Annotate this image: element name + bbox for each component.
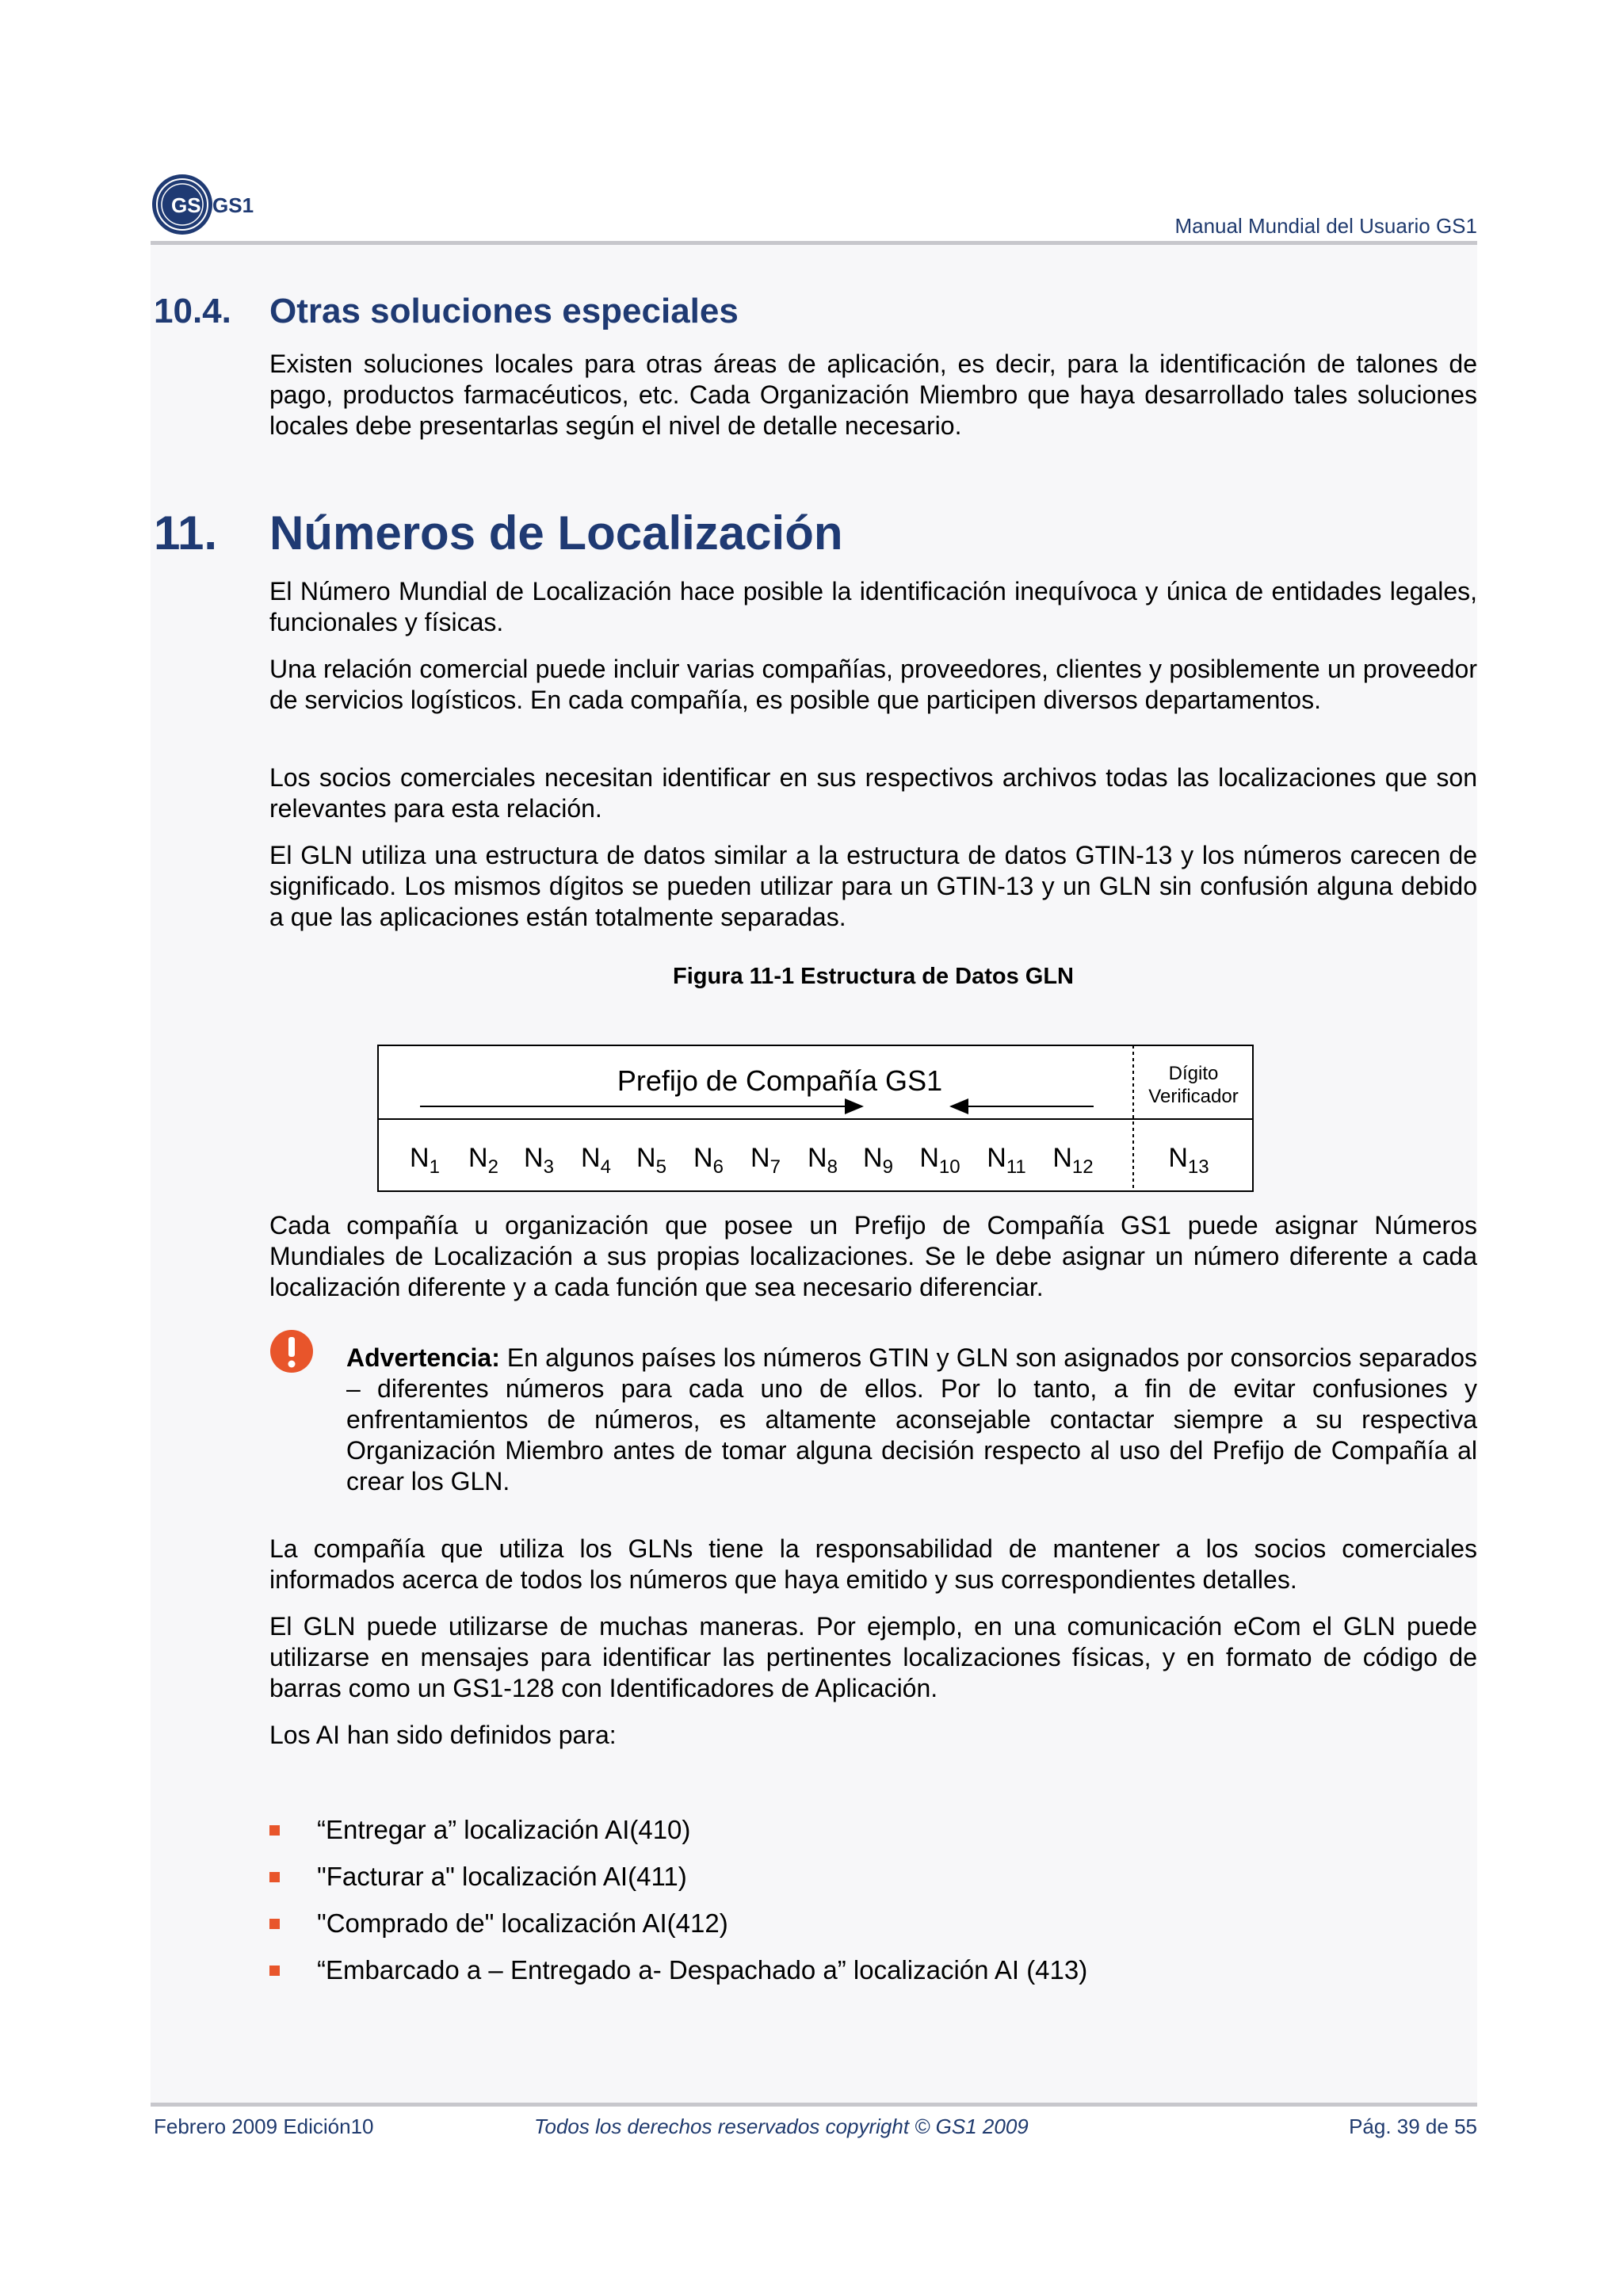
paragraph: Una relación comercial puede incluir varias compañías, proveedores, clientes y posiblemente un proveedor de servicios logísticos. En cada compañía, es posible que participen diversos departamentos.	[269, 655, 1477, 714]
footer-copyright: Todos los derechos reservados copyright © GS1 2009	[534, 2115, 1029, 2138]
footer-divider	[151, 2103, 1477, 2107]
digit-label: $N_5$	[636, 1143, 666, 1178]
check-label-line2: Verificador	[1148, 1086, 1239, 1107]
digit-label: $N_{11}$	[987, 1143, 1026, 1178]
paragraph: Cada compañía u organización que posee un Prefijo de Compañía GS1 puede asignar Números Mundiales de Localización a sus propias localizaciones. Se le debe asignar un número diferente a cada localización diferente y a cada función que sea necesario diferenciar.	[269, 1211, 1477, 1301]
prefix-label: Prefijo de Compañía GS1	[617, 1064, 943, 1097]
logo-text: GS1	[212, 193, 254, 217]
gln-structure-diagram	[377, 1045, 1254, 1192]
paragraph: El GLN puede utilizarse de muchas maneras. Por ejemplo, en una comunicación eCom el GLN puede utilizarse en mensajes para identificar las pertinentes localizaciones físicas, y en formato de código de barras como un GS1-128 con Identificadores de Aplicación.	[269, 1612, 1477, 1702]
svg-text:GS: GS	[171, 193, 201, 217]
section-10-4-number: 10.4.	[154, 292, 231, 330]
digit-label: $N_3$	[524, 1143, 554, 1178]
warning-icon	[269, 1329, 314, 1373]
paragraph: Los AI han sido definidos para:	[269, 1721, 617, 1749]
header-title: Manual Mundial del Usuario GS1	[1174, 214, 1477, 238]
section-10-4-title: Otras soluciones especiales	[269, 292, 739, 330]
check-label-line1: Dígito	[1168, 1063, 1219, 1084]
digit-label: $N_1$	[410, 1143, 440, 1178]
digit-label: $N_6$	[693, 1143, 724, 1178]
gs1-logo	[151, 173, 254, 236]
paragraph: Los socios comerciales necesitan identificar en sus respectivos archivos todas las localizaciones que son relevantes para esta relación.	[269, 763, 1477, 823]
bullet-square-icon	[269, 1872, 280, 1882]
warning-text	[346, 1343, 1477, 1497]
digit-label: $N_2$	[468, 1143, 498, 1178]
figure-caption: Figura 11-1 Estructura de Datos GLN	[672, 964, 1074, 989]
digit-label: $N_8$	[808, 1143, 838, 1178]
digit-label: $N_{12}$	[1052, 1143, 1094, 1178]
header-divider	[151, 241, 1477, 245]
section-11-number: 11.	[154, 506, 218, 560]
check-digit: $N_{13}$	[1168, 1143, 1209, 1178]
digit-label: $N_{10}$	[919, 1143, 960, 1178]
digit-label: $N_7$	[750, 1143, 781, 1178]
bullet-square-icon	[269, 1919, 280, 1929]
bullet-square-icon	[269, 1966, 280, 1976]
section-10-4-paragraph: Existen soluciones locales para otras áreas de aplicación, es decir, para la identificación de talones de pago, productos farmacéuticos, etc. Cada Organización Miembro que haya desarrollado tales soluciones locales debe presentarlas según el nivel de detalle necesario.	[269, 350, 1477, 440]
bullet-square-icon	[269, 1825, 280, 1836]
warning-body: En algunos países los números GTIN y GLN son asignados por consorcios separados – diferentes números para cada uno de ellos. Por lo tanto, a fin de evitar confusiones y enfrentamientos de números, es altamente aconsejable contactar siempre a su respectiva Organización Miembro antes de tomar alguna decisión respecto al uso del Prefijo de Compañía al crear los GLN.	[346, 1343, 1477, 1496]
paragraph: El Número Mundial de Localización hace posible la identificación inequívoca y única de entidades legales, funcionales y físicas.	[269, 577, 1477, 636]
paragraph: El GLN utiliza una estructura de datos similar a la estructura de datos GTIN-13 y los números carecen de significado. Los mismos dígitos se pueden utilizar para un GTIN-13 y un GLN sin confusión alguna debido a que las aplicaciones están totalmente separadas.	[269, 841, 1477, 931]
paragraph: La compañía que utiliza los GLNs tiene la responsabilidad de mantener a los socios comerciales informados acerca de todos los números que haya emitido y sus correspondientes detalles.	[269, 1534, 1477, 1594]
digit-label: $N_4$	[581, 1143, 611, 1178]
footer-page-number: Pág. 39 de 55	[1349, 2115, 1477, 2138]
warning-label: Advertencia:	[346, 1343, 500, 1372]
footer-date: Febrero 2009 Edición10	[154, 2115, 374, 2138]
section-11-title: Números de Localización	[269, 506, 843, 560]
digit-label: $N_9$	[863, 1143, 893, 1178]
